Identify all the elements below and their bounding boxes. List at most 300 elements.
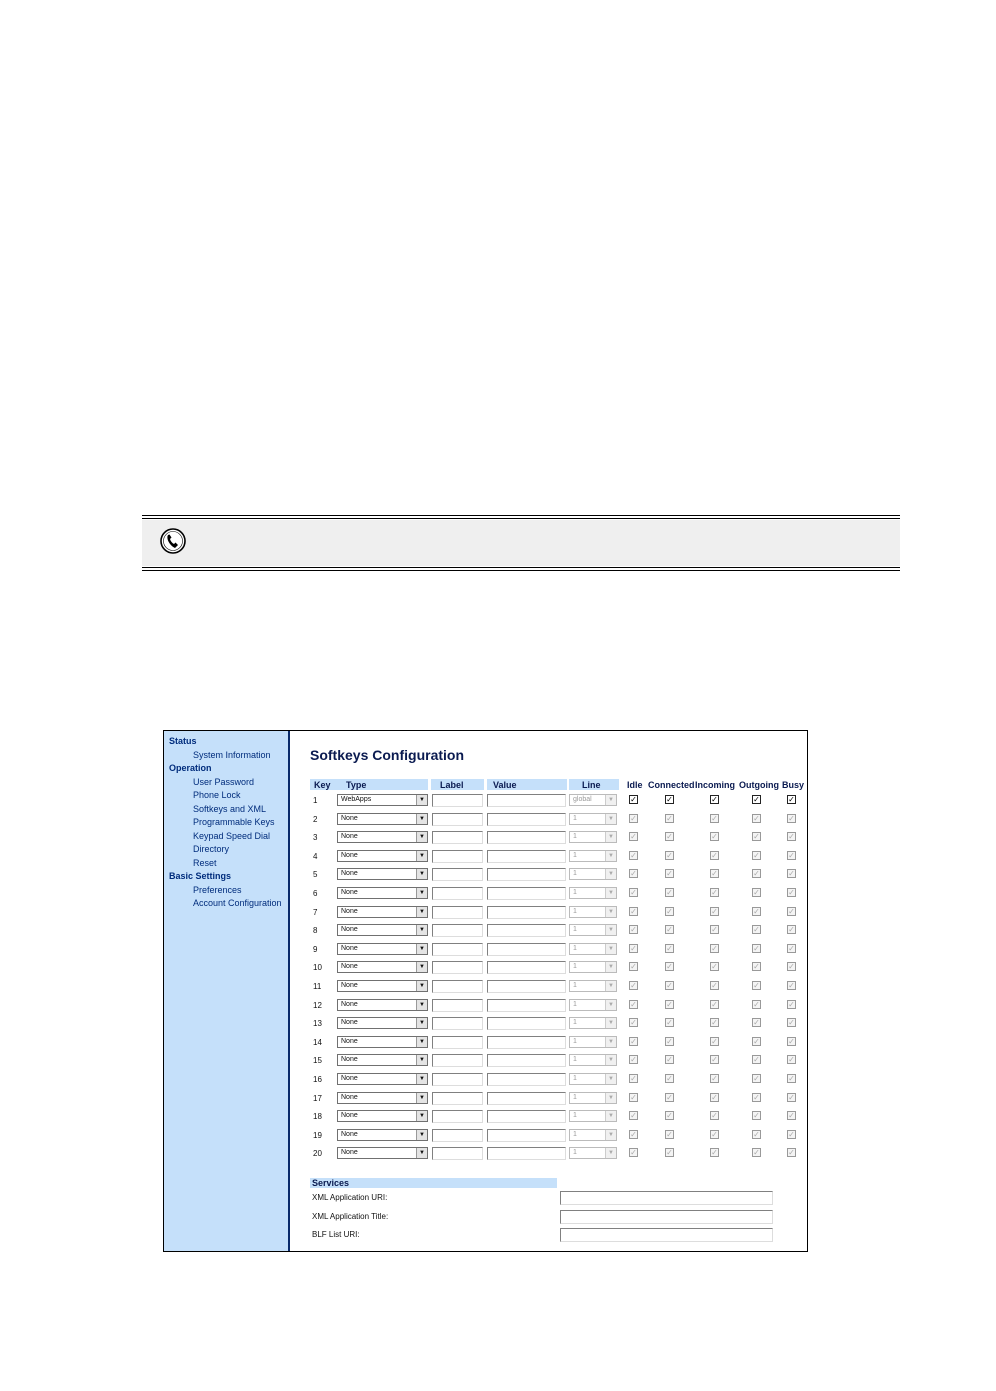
sidebar-item-directory[interactable]: Directory [193, 844, 230, 854]
connected-checkbox[interactable]: ✓ [666, 832, 673, 842]
incoming-checkbox[interactable]: ✓ [711, 1055, 718, 1065]
sidebar-item-account-configuration[interactable]: Account Configuration [193, 898, 282, 908]
idle-checkbox[interactable]: ✓ [630, 925, 637, 935]
key-number: 2 [313, 814, 318, 824]
connected-checkbox[interactable]: ✓ [666, 925, 673, 935]
chevron-down-icon: ▼ [416, 851, 427, 861]
outgoing-checkbox[interactable]: ✓ [753, 813, 760, 823]
sidebar-item-system-information[interactable]: System Information [193, 749, 271, 760]
type-select[interactable] [337, 813, 428, 825]
table-row [292, 922, 807, 940]
connected-checkbox[interactable]: ✓ [666, 1092, 673, 1102]
incoming-checkbox[interactable]: ✓ [711, 1148, 718, 1158]
type-select-value: None [341, 963, 358, 971]
connected-checkbox[interactable]: ✓ [666, 1055, 673, 1065]
line-select[interactable] [569, 961, 617, 973]
line-select[interactable] [569, 1054, 617, 1066]
type-select[interactable] [337, 1147, 428, 1159]
busy-checkbox[interactable]: ✓ [788, 1036, 795, 1046]
value-input[interactable] [487, 1110, 566, 1123]
connected-checkbox[interactable]: ✓ [666, 1074, 673, 1083]
line-select[interactable] [569, 1017, 617, 1029]
outgoing-checkbox[interactable]: ✓ [753, 906, 760, 916]
chevron-down-icon: ▼ [605, 925, 616, 935]
incoming-checkbox[interactable]: ✓ [711, 888, 718, 897]
chevron-down-icon: ▼ [416, 1111, 427, 1121]
key-number: 12 [313, 1000, 322, 1010]
phone-note-icon [160, 528, 186, 554]
line-select[interactable] [569, 1092, 617, 1104]
outgoing-checkbox[interactable]: ✓ [753, 832, 760, 842]
chevron-down-icon: ▼ [416, 869, 427, 879]
key-number: 6 [313, 889, 318, 898]
outgoing-checkbox[interactable]: ✓ [753, 962, 760, 972]
idle-checkbox[interactable]: ✓ [630, 943, 637, 953]
key-number: 11 [313, 982, 322, 991]
sidebar-section-operation: Operation [169, 763, 212, 773]
incoming-checkbox[interactable]: ✓ [711, 1092, 718, 1102]
line-select[interactable] [569, 980, 617, 992]
type-select[interactable] [337, 1017, 428, 1029]
line-select[interactable] [569, 794, 617, 806]
line-select[interactable] [569, 868, 617, 880]
chevron-down-icon: ▼ [605, 1074, 616, 1084]
table-row [292, 1145, 807, 1163]
line-select-value: 1 [573, 1000, 577, 1008]
type-select[interactable] [337, 961, 428, 973]
busy-checkbox[interactable]: ✓ [788, 1111, 795, 1121]
label-input[interactable] [432, 1129, 483, 1142]
type-select-value: None [341, 1056, 358, 1064]
table-row [292, 941, 807, 959]
value-input[interactable] [487, 924, 566, 937]
chevron-down-icon: ▼ [416, 888, 427, 898]
busy-checkbox[interactable]: ✓ [788, 832, 795, 842]
chevron-down-icon: ▼ [416, 1018, 427, 1028]
line-select[interactable] [569, 1110, 617, 1122]
sidebar-item-phone-lock[interactable]: Phone Lock [193, 790, 241, 800]
sidebar-item-preferences[interactable]: Preferences [193, 884, 242, 895]
chevron-down-icon: ▼ [416, 1000, 427, 1010]
connected-checkbox[interactable]: ✓ [666, 962, 673, 972]
type-select[interactable] [337, 1129, 428, 1141]
line-select[interactable] [569, 943, 617, 955]
table-row [292, 904, 807, 922]
busy-checkbox[interactable]: ✓ [788, 906, 795, 916]
chevron-down-icon: ▼ [605, 907, 616, 917]
sidebar-item-user-password[interactable]: User Password [193, 776, 255, 787]
incoming-checkbox[interactable]: ✓ [711, 795, 718, 804]
label-input[interactable] [432, 906, 483, 919]
idle-checkbox[interactable]: ✓ [630, 795, 637, 804]
sidebar-section-status: Status [169, 736, 197, 746]
type-select[interactable] [337, 924, 428, 936]
busy-checkbox[interactable]: ✓ [788, 1074, 795, 1083]
value-input[interactable] [487, 1147, 566, 1160]
incoming-checkbox[interactable]: ✓ [711, 943, 718, 953]
type-select[interactable] [337, 980, 428, 992]
value-input[interactable] [487, 813, 566, 826]
line-select-value: 1 [573, 1056, 577, 1064]
incoming-checkbox[interactable]: ✓ [711, 832, 718, 842]
chevron-down-icon: ▼ [416, 962, 427, 972]
outgoing-checkbox[interactable]: ✓ [753, 850, 760, 860]
chevron-down-icon: ▼ [605, 1130, 616, 1140]
label-input[interactable] [432, 813, 483, 826]
line-select-value: 1 [573, 1149, 577, 1157]
busy-checkbox[interactable]: ✓ [788, 850, 795, 860]
outgoing-checkbox[interactable]: ✓ [753, 1074, 760, 1083]
chevron-down-icon: ▼ [605, 944, 616, 954]
sidebar-item-reset[interactable]: Reset [193, 857, 217, 868]
type-select-value: None [341, 851, 358, 859]
idle-checkbox[interactable]: ✓ [630, 1074, 637, 1083]
header-idle: Idle [627, 780, 643, 790]
incoming-checkbox[interactable]: ✓ [711, 981, 718, 990]
chevron-down-icon: ▼ [605, 1148, 616, 1158]
connected-checkbox[interactable]: ✓ [666, 1129, 673, 1139]
connected-checkbox[interactable]: ✓ [666, 813, 673, 823]
outgoing-checkbox[interactable]: ✓ [753, 999, 760, 1009]
busy-checkbox[interactable]: ✓ [788, 999, 795, 1009]
label-input[interactable] [432, 924, 483, 937]
services-field-label: XML Application URI: [312, 1193, 388, 1202]
outgoing-checkbox[interactable]: ✓ [753, 943, 760, 953]
chevron-down-icon: ▼ [605, 832, 616, 842]
note-box [142, 515, 900, 571]
header-label: Label [440, 780, 464, 790]
line-select-value: 1 [573, 851, 577, 859]
sidebar-section-basic-settings: Basic Settings [169, 871, 232, 881]
value-input[interactable] [487, 1073, 566, 1086]
label-input[interactable] [432, 1092, 483, 1105]
type-select-value: None [341, 1000, 358, 1008]
table-row [292, 885, 807, 903]
chevron-down-icon: ▼ [416, 944, 427, 954]
type-select[interactable] [337, 999, 428, 1011]
idle-checkbox[interactable]: ✓ [630, 1129, 637, 1139]
note-top-rule [142, 515, 900, 516]
idle-checkbox[interactable]: ✓ [630, 906, 637, 916]
value-input[interactable] [487, 906, 566, 919]
key-number: 4 [313, 851, 318, 861]
outgoing-checkbox[interactable]: ✓ [753, 1018, 760, 1028]
label-input[interactable] [432, 850, 483, 863]
connected-checkbox[interactable]: ✓ [666, 1036, 673, 1046]
connected-checkbox[interactable]: ✓ [666, 1018, 673, 1028]
busy-checkbox[interactable]: ✓ [788, 795, 795, 804]
key-number: 17 [313, 1093, 322, 1103]
line-select-value: 1 [573, 907, 577, 915]
label-input[interactable] [432, 794, 483, 807]
outgoing-checkbox[interactable]: ✓ [753, 1055, 760, 1065]
line-select[interactable] [569, 906, 617, 918]
busy-checkbox[interactable]: ✓ [788, 981, 795, 990]
chevron-down-icon: ▼ [605, 1018, 616, 1028]
value-input[interactable] [487, 1129, 566, 1142]
incoming-checkbox[interactable]: ✓ [711, 925, 718, 935]
value-input[interactable] [487, 999, 566, 1012]
outgoing-checkbox[interactable]: ✓ [753, 1036, 760, 1046]
connected-checkbox[interactable]: ✓ [666, 850, 673, 860]
connected-checkbox[interactable]: ✓ [666, 999, 673, 1009]
connected-checkbox[interactable]: ✓ [666, 981, 673, 990]
busy-checkbox[interactable]: ✓ [788, 1092, 795, 1102]
table-row [292, 959, 807, 977]
label-input[interactable] [432, 831, 483, 844]
label-input[interactable] [432, 868, 483, 881]
value-input[interactable] [487, 887, 566, 900]
type-select-value: None [341, 814, 358, 822]
line-select-value: 1 [573, 1037, 577, 1045]
sidebar-item-keypad-speed-dial[interactable]: Keypad Speed Dial [193, 830, 271, 841]
incoming-checkbox[interactable]: ✓ [711, 1129, 718, 1139]
chevron-down-icon: ▼ [605, 1055, 616, 1065]
busy-checkbox[interactable]: ✓ [788, 962, 795, 972]
type-select[interactable] [337, 1110, 428, 1122]
connected-checkbox[interactable]: ✓ [666, 795, 673, 804]
idle-checkbox[interactable]: ✓ [630, 1092, 637, 1102]
type-select-value: None [341, 870, 358, 878]
value-input[interactable] [487, 1036, 566, 1049]
line-select[interactable] [569, 1129, 617, 1141]
chevron-down-icon: ▼ [416, 907, 427, 917]
idle-checkbox[interactable]: ✓ [630, 1148, 637, 1158]
idle-checkbox[interactable]: ✓ [630, 981, 637, 990]
busy-checkbox[interactable]: ✓ [788, 1055, 795, 1065]
type-select[interactable] [337, 943, 428, 955]
value-input[interactable] [487, 1017, 566, 1030]
idle-checkbox[interactable]: ✓ [630, 962, 637, 972]
sidebar-item-programmable-keys[interactable]: Programmable Keys [193, 817, 275, 827]
type-select-value: None [341, 907, 358, 915]
header-busy: Busy [782, 780, 805, 790]
type-select[interactable] [337, 794, 428, 806]
type-select[interactable] [337, 850, 428, 862]
value-input[interactable] [487, 831, 566, 844]
idle-checkbox[interactable]: ✓ [630, 1055, 637, 1065]
key-number: 10 [313, 963, 322, 973]
services-field-input[interactable] [560, 1210, 773, 1224]
label-input[interactable] [432, 943, 483, 956]
label-input[interactable] [432, 1073, 483, 1086]
incoming-checkbox[interactable]: ✓ [711, 1111, 718, 1121]
services-field-input[interactable] [560, 1228, 773, 1242]
line-select-value: 1 [573, 1075, 577, 1082]
outgoing-checkbox[interactable]: ✓ [753, 1129, 760, 1139]
connected-checkbox[interactable]: ✓ [666, 906, 673, 916]
key-number: 14 [313, 1037, 322, 1047]
outgoing-checkbox[interactable]: ✓ [753, 1148, 760, 1158]
busy-checkbox[interactable]: ✓ [788, 888, 795, 897]
header-line: Line [582, 780, 601, 790]
incoming-checkbox[interactable]: ✓ [711, 869, 718, 879]
outgoing-checkbox[interactable]: ✓ [753, 925, 760, 935]
incoming-checkbox[interactable]: ✓ [711, 1074, 718, 1083]
page-title: Softkeys Configuration [310, 747, 465, 763]
header-connected: Connected [648, 780, 695, 790]
key-number: 19 [313, 1130, 322, 1140]
line-select-value: 1 [573, 982, 577, 989]
value-input[interactable] [487, 850, 566, 863]
outgoing-checkbox[interactable]: ✓ [753, 1092, 760, 1102]
incoming-checkbox[interactable]: ✓ [711, 906, 718, 916]
key-number: 16 [313, 1075, 322, 1084]
busy-checkbox[interactable]: ✓ [788, 869, 795, 879]
outgoing-checkbox[interactable]: ✓ [753, 981, 760, 990]
incoming-checkbox[interactable]: ✓ [711, 813, 718, 823]
header-value: Value [493, 780, 517, 790]
outgoing-checkbox[interactable]: ✓ [753, 888, 760, 897]
type-select[interactable] [337, 868, 428, 880]
line-select[interactable] [569, 1036, 617, 1048]
outgoing-checkbox[interactable]: ✓ [753, 795, 760, 804]
chevron-down-icon: ▼ [605, 869, 616, 879]
busy-checkbox[interactable]: ✓ [788, 1129, 795, 1139]
type-select-value: None [341, 1037, 358, 1045]
connected-checkbox[interactable]: ✓ [666, 888, 673, 897]
note-bottom-rule [142, 570, 900, 571]
label-input[interactable] [432, 980, 483, 993]
type-select-value: None [341, 1075, 358, 1082]
table-row [292, 829, 807, 847]
label-input[interactable] [432, 1017, 483, 1030]
chevron-down-icon: ▼ [416, 1037, 427, 1047]
line-select[interactable] [569, 999, 617, 1011]
type-select[interactable] [337, 1073, 428, 1085]
line-select[interactable] [569, 887, 617, 899]
incoming-checkbox[interactable]: ✓ [711, 1018, 718, 1028]
line-select-value: 1 [573, 889, 577, 896]
type-select-value: None [341, 1019, 358, 1027]
busy-checkbox[interactable]: ✓ [788, 1018, 795, 1028]
softkeys-screenshot [163, 730, 808, 1252]
connected-checkbox[interactable]: ✓ [666, 1111, 673, 1121]
type-select-value: None [341, 889, 358, 896]
idle-checkbox[interactable]: ✓ [630, 888, 637, 897]
busy-checkbox[interactable]: ✓ [788, 925, 795, 935]
value-input[interactable] [487, 794, 566, 807]
line-select-value: 1 [573, 1019, 577, 1027]
header-outgoing: Outgoing [739, 780, 779, 790]
type-select-value: None [341, 833, 358, 841]
line-select[interactable] [569, 1073, 617, 1085]
chevron-down-icon: ▼ [605, 1037, 616, 1047]
idle-checkbox[interactable]: ✓ [630, 832, 637, 842]
note-body [142, 520, 900, 566]
label-input[interactable] [432, 961, 483, 974]
label-input[interactable] [432, 999, 483, 1012]
sidebar-item-softkeys-and-xml[interactable]: Softkeys and XML [193, 803, 267, 814]
label-input[interactable] [432, 1110, 483, 1123]
table-row [292, 997, 807, 1015]
outgoing-checkbox[interactable]: ✓ [753, 1111, 760, 1121]
line-select-value: 1 [573, 1112, 577, 1120]
label-input[interactable] [432, 1054, 483, 1067]
type-select-value: None [341, 1112, 358, 1120]
value-input[interactable] [487, 1092, 566, 1105]
line-select-value: 1 [573, 814, 577, 822]
line-select-value: 1 [573, 926, 577, 934]
key-number: 20 [313, 1149, 322, 1159]
line-select-value: 1 [573, 833, 577, 841]
type-select[interactable] [337, 1054, 428, 1066]
header-type: Type [346, 780, 367, 790]
busy-checkbox[interactable]: ✓ [788, 1148, 795, 1158]
line-select-value: 1 [573, 944, 577, 952]
idle-checkbox[interactable]: ✓ [630, 1018, 637, 1028]
connected-checkbox[interactable]: ✓ [666, 943, 673, 953]
chevron-down-icon: ▼ [416, 814, 427, 824]
idle-checkbox[interactable]: ✓ [630, 813, 637, 823]
type-select[interactable] [337, 906, 428, 918]
label-input[interactable] [432, 887, 483, 900]
type-select[interactable] [337, 831, 428, 843]
table-row [292, 1108, 807, 1126]
type-select[interactable] [337, 887, 428, 899]
table-row [292, 1127, 807, 1145]
services-field-label: XML Application Title: [312, 1211, 389, 1221]
type-select-value: None [341, 944, 358, 952]
outgoing-checkbox[interactable]: ✓ [753, 869, 760, 879]
chevron-down-icon: ▼ [605, 888, 616, 898]
idle-checkbox[interactable]: ✓ [630, 850, 637, 860]
key-number: 3 [313, 833, 318, 843]
line-select[interactable] [569, 850, 617, 862]
line-select[interactable] [569, 813, 617, 825]
idle-checkbox[interactable]: ✓ [630, 1036, 637, 1046]
idle-checkbox[interactable]: ✓ [630, 1111, 637, 1121]
key-number: 1 [313, 796, 318, 805]
busy-checkbox[interactable]: ✓ [788, 813, 795, 823]
incoming-checkbox[interactable]: ✓ [711, 1036, 718, 1046]
value-input[interactable] [487, 1054, 566, 1067]
table-row [292, 1052, 807, 1070]
table-row [292, 811, 807, 829]
value-input[interactable] [487, 868, 566, 881]
services-field-input[interactable] [560, 1191, 773, 1205]
label-input[interactable] [432, 1147, 483, 1160]
incoming-checkbox[interactable]: ✓ [711, 999, 718, 1009]
table-row [292, 1015, 807, 1033]
incoming-checkbox[interactable]: ✓ [711, 850, 718, 860]
idle-checkbox[interactable]: ✓ [630, 999, 637, 1009]
sidebar-nav [164, 731, 290, 1251]
line-select-value: global [573, 796, 592, 803]
type-select[interactable] [337, 1036, 428, 1048]
line-select[interactable] [569, 1147, 617, 1159]
line-select[interactable] [569, 924, 617, 936]
type-select-value: None [341, 1130, 358, 1138]
idle-checkbox[interactable]: ✓ [630, 869, 637, 879]
incoming-checkbox[interactable]: ✓ [711, 962, 718, 972]
busy-checkbox[interactable]: ✓ [788, 943, 795, 953]
line-select[interactable] [569, 831, 617, 843]
value-input[interactable] [487, 943, 566, 956]
type-select[interactable] [337, 1092, 428, 1104]
key-number: 5 [313, 870, 318, 880]
line-select-value: 1 [573, 870, 577, 878]
chevron-down-icon: ▼ [605, 1111, 616, 1121]
table-row [292, 1090, 807, 1108]
connected-checkbox[interactable]: ✓ [666, 1148, 673, 1158]
connected-checkbox[interactable]: ✓ [666, 869, 673, 879]
value-input[interactable] [487, 980, 566, 993]
value-input[interactable] [487, 961, 566, 974]
chevron-down-icon: ▼ [416, 832, 427, 842]
key-number: 18 [313, 1112, 322, 1122]
label-input[interactable] [432, 1036, 483, 1049]
